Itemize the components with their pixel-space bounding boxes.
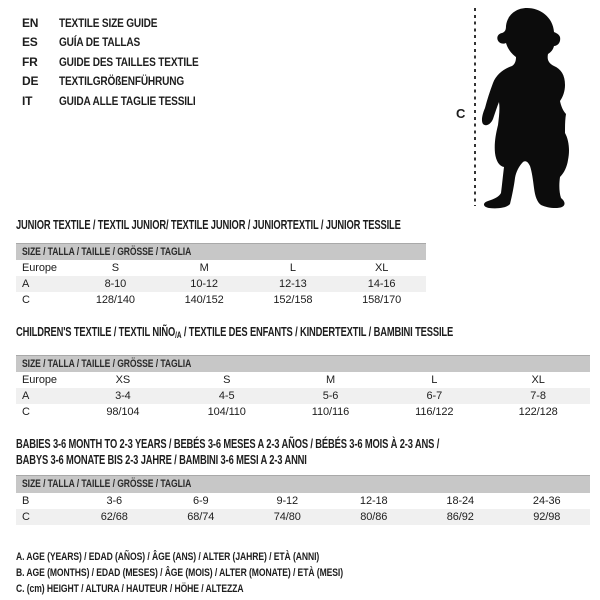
note-age-months: B. AGE (MONTHS) / EDAD (MESES) / ÂGE (MOIS) / ALTER (MONATE) / ETÀ (MESI) — [16, 566, 344, 579]
size-header-label: SIZE / TALLA / TAILLE / GRÖSSE / TAGLIA — [22, 357, 192, 370]
size-header-label: SIZE / TALLA / TAILLE / GRÖSSE / TAGLIA — [22, 478, 192, 491]
size-header-row — [16, 355, 590, 372]
size-cell: 12-18 — [359, 494, 388, 507]
size-cell: 86/92 — [417, 509, 504, 525]
row-label: B — [22, 494, 30, 507]
language-label: TEXTILGRÖßENFÜHRUNG — [59, 74, 185, 89]
row-label: Europe — [22, 374, 57, 386]
size-cell: 10-12 — [160, 276, 249, 292]
size-cell: 3-6 — [106, 494, 123, 507]
size-cell: 80/86 — [331, 509, 418, 525]
size-cell: 12-13 — [249, 276, 338, 292]
language-code: EN — [22, 15, 39, 30]
size-cell: 74/80 — [244, 509, 331, 525]
title-text: / TEXTILE DES ENFANTS / KINDERTEXTIL / BAMBINI TESSILE — [181, 324, 454, 339]
size-cell: 6-9 — [192, 494, 209, 507]
size-header-row — [16, 243, 426, 260]
title-line-1: BABIES 3-6 MONTH TO 2-3 YEARS / BEBÉS 3-6 MESES A 2-3 AÑOS / BÉBÉS 3-6 MOIS À 2-3 ANS / — [16, 436, 440, 451]
legend-notes — [16, 549, 591, 598]
size-cell: M — [199, 262, 209, 274]
junior-table-title: JUNIOR TEXTILE / TEXTIL JUNIOR/ TEXTILE JUNIOR / JUNIORTEXTIL / JUNIOR TESSILE — [16, 217, 401, 232]
size-cell: L — [289, 262, 296, 274]
size-tables — [16, 213, 591, 597]
size-cell: 158/170 — [362, 294, 402, 306]
size-cell: 128/140 — [95, 294, 135, 306]
table-row — [16, 372, 590, 388]
language-list — [22, 13, 225, 111]
size-cell: L — [431, 374, 438, 386]
row-label: C — [16, 509, 71, 525]
table-row — [16, 276, 426, 292]
size-header-row — [16, 476, 590, 493]
junior-textile-section — [16, 217, 591, 308]
language-code: IT — [22, 93, 33, 108]
children-size-table — [16, 355, 590, 421]
title-text: CHILDREN'S TEXTILE / TEXTIL NIÑO — [16, 324, 176, 339]
size-cell: 18-24 — [446, 494, 475, 507]
language-label: GUIDA ALLE TAGLIE TESSILI — [59, 93, 196, 108]
row-label: Europe — [22, 262, 57, 274]
size-cell: XS — [115, 374, 131, 386]
language-label: TEXTILE SIZE GUIDE — [59, 15, 158, 30]
size-cell: S — [111, 262, 119, 274]
language-code: ES — [22, 35, 38, 50]
language-code: DE — [22, 74, 39, 89]
size-cell: 62/68 — [71, 509, 158, 525]
language-row-fr — [22, 52, 225, 72]
size-cell: 9-12 — [276, 494, 299, 507]
size-cell: 98/104 — [106, 406, 140, 418]
size-cell: 24-36 — [532, 494, 561, 507]
size-cell: 68/74 — [158, 509, 245, 525]
size-cell: 116/122 — [415, 406, 454, 418]
row-label: A — [16, 388, 71, 404]
row-label: A — [16, 276, 71, 292]
language-row-it — [22, 91, 225, 111]
table-row — [16, 509, 590, 525]
language-code: FR — [22, 54, 38, 69]
language-row-en — [22, 13, 225, 33]
note-age-years: A. AGE (YEARS) / EDAD (AÑOS) / ÂGE (ANS) / ALTER (JAHRE) / ETÀ (ANNI) — [16, 550, 320, 563]
language-row-es — [22, 33, 225, 53]
language-label: GUÍA DE TALLAS — [59, 35, 141, 50]
size-cell: 8-10 — [71, 276, 160, 292]
size-cell: 140/152 — [184, 294, 224, 306]
language-label: GUIDE DES TAILLES TEXTILE — [59, 54, 199, 69]
title-subscript: /A — [175, 330, 182, 340]
height-measure-label: C — [456, 106, 466, 121]
babies-size-table — [16, 475, 590, 525]
children-textile-section — [16, 324, 591, 420]
babies-textile-section — [16, 436, 591, 525]
size-header-label: SIZE / TALLA / TAILLE / GRÖSSE / TAGLIA — [22, 245, 192, 258]
babies-table-title — [16, 436, 591, 467]
language-row-de — [22, 72, 225, 92]
table-row — [16, 404, 590, 420]
note-height-cm: C. (cm) HEIGHT / ALTURA / HAUTEUR / HÖHE / ALTEZZA — [16, 583, 244, 596]
size-cell: XL — [531, 374, 545, 386]
size-cell: 4-5 — [175, 388, 279, 404]
row-label: C — [22, 406, 30, 418]
table-row — [16, 388, 590, 404]
size-cell: 110/116 — [311, 406, 350, 418]
size-cell: 3-4 — [71, 388, 175, 404]
junior-size-table — [16, 243, 426, 309]
size-cell: XL — [374, 262, 389, 274]
size-cell: 104/110 — [207, 406, 246, 418]
size-cell: 92/98 — [504, 509, 591, 525]
table-row — [16, 493, 590, 509]
row-label: C — [22, 294, 30, 306]
size-cell: M — [325, 374, 336, 386]
children-table-title — [16, 324, 591, 344]
size-cell: 14-16 — [337, 276, 426, 292]
size-cell: 5-6 — [279, 388, 383, 404]
size-cell: S — [223, 374, 231, 386]
size-cell: 122/128 — [518, 406, 558, 418]
title-line-2: BABYS 3-6 MONATE BIS 2-3 JAHRE / BAMBINI 3-6 MESI A 2-3 ANNI — [16, 451, 307, 467]
size-cell: 6-7 — [382, 388, 486, 404]
size-cell: 152/158 — [273, 294, 313, 306]
table-row — [16, 260, 426, 276]
toddler-silhouette-icon — [470, 5, 574, 211]
table-row — [16, 292, 426, 308]
size-cell: 7-8 — [486, 388, 590, 404]
